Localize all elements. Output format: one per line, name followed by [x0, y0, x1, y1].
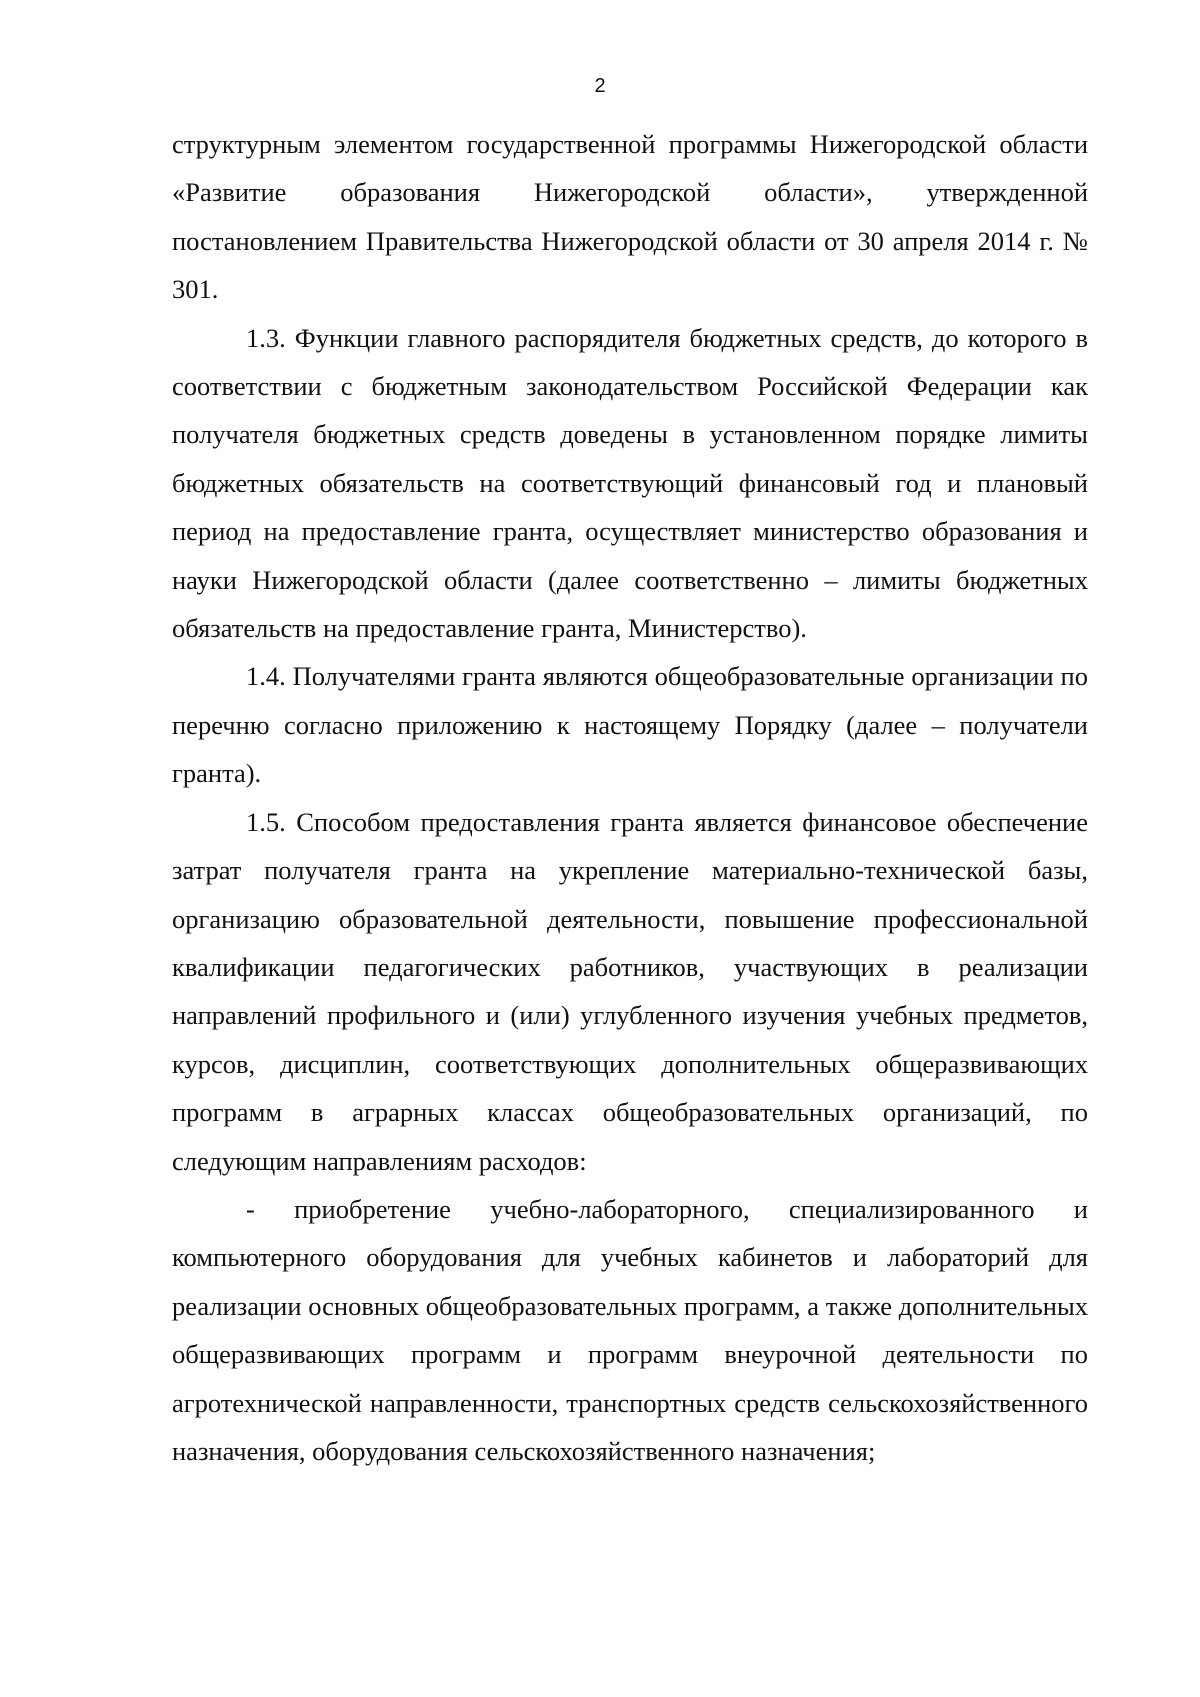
document-body: [172, 120, 1088, 1475]
paragraph-continuation: структурным элементом государственной программы Нижегородской области «Развитие образования Нижегородской области», утвержденной постановлением Правительства Нижегородской области от 30 апреля 2014 г. № 301.: [172, 129, 1088, 305]
paragraph-1-5: 1.5. Способом предоставления гранта является финансовое обеспечение затрат получателя гранта на укрепление материально-технической базы, организацию образовательной деятельности, повышение профессиональной квалификации педагогических работников, участвующих в реализации направлений профильного и (или) углубленного изучения учебных предметов, курсов, дисциплин, соответствующих дополнительных общеразвивающих программ в аграрных классах общеобразовательных организаций, по следующим направлениям расходов:: [172, 806, 1088, 1176]
page-number: 2: [594, 75, 606, 97]
list-item-equipment: - приобретение учебно-лабораторного, специализированного и компьютерного оборудования для учебных кабинетов и лабораторий для реализации основных общеобразовательных программ, а также дополнительных общеразвивающих программ и программ внеурочной деятельности по агротехнической направленности, транспортных средств сельскохозяйственного назначения, оборудования сельскохозяйственного назначения;: [172, 1193, 1088, 1466]
paragraph-1-3: 1.3. Функции главного распорядителя бюджетных средств, до которого в соответствии с бюджетным законодательством Российской Федерации как получателя бюджетных средств доведены в установленном порядке лимиты бюджетных обязательств на соответствующий финансовый год и плановый период на предоставление гранта, осуществляет министерство образования и науки Нижегородской области (далее соответственно – лимиты бюджетных обязательств на предоставление гранта, Министерство).: [172, 322, 1088, 644]
paragraph-1-4: 1.4. Получателями гранта являются общеобразовательные организации по перечню согласно приложению к настоящему Порядку (далее – получатели гранта).: [172, 661, 1088, 789]
